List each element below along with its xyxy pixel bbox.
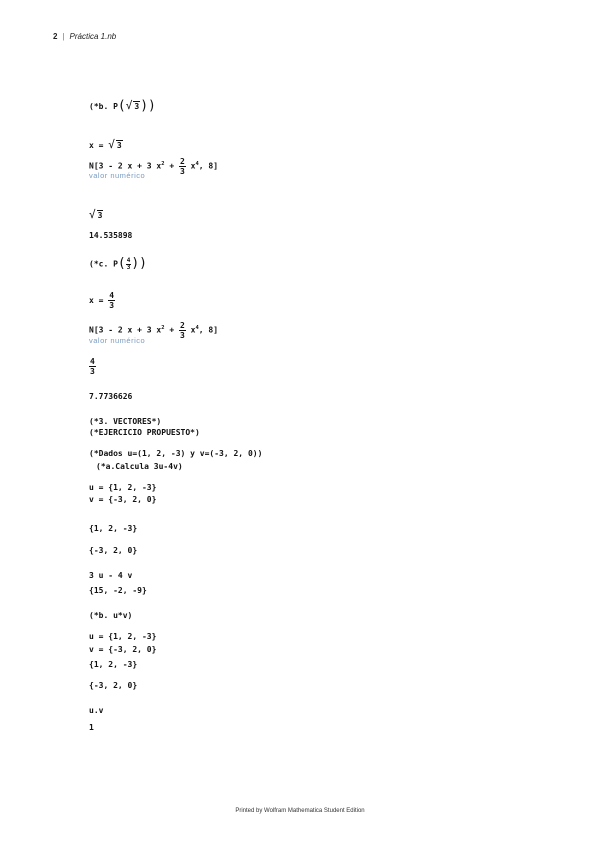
comment-vectores: (*3. VECTORES*): [89, 417, 162, 426]
comment-b-line: (*b. P(√ 3)): [89, 98, 156, 114]
u-definition-1: u = {1, 2, -3}: [89, 483, 157, 492]
expr-3u-4v: 3 u - 4 v: [89, 571, 133, 580]
u-definition-2: u = {1, 2, -3}: [89, 632, 157, 641]
comment-dados: (*Dados u=(1, 2, -3) y v=(-3, 2, 0)): [89, 449, 263, 458]
dot-product-expr: u.v: [89, 706, 104, 715]
n-expression-2: N[3 - 2 x + 3 $x^2$ + $\frac{2}{3}$ $x^4$, 8]: [89, 320, 219, 340]
v-output-1: {-3, 2, 0}: [89, 546, 138, 555]
out-sqrt-value: 3: [97, 211, 103, 220]
fraction-2-3: $\frac{2}{3}$: [180, 320, 185, 340]
n-expression-1: N[3 - 2 x + 3 $x^2$ + $\frac{2}{3}$ $x^4$, 8]: [89, 156, 219, 176]
fraction-4-3-output: $\frac{4}{3}$: [90, 357, 95, 376]
numeric-value-hint-1: valor numérico: [89, 171, 146, 180]
print-footer: Printed by Wolfram Mathematica Student Edition: [235, 808, 365, 814]
sqrt-icon: √: [108, 138, 115, 151]
out-sqrt-line: [89, 210, 103, 221]
comment-b-arg: 3: [134, 102, 140, 111]
out-frac-line: [89, 356, 96, 378]
output-numeric-2: 7.7736626: [89, 392, 133, 401]
header-separator: |: [62, 32, 65, 41]
fraction-4-3-small: $\frac{4}{3}$: [126, 256, 131, 271]
output-3u-4v: {15, -2, -9}: [89, 586, 147, 595]
fraction-2-3: $\frac{2}{3}$: [180, 156, 185, 176]
comment-b-prefix: (*b. P: [89, 102, 118, 111]
comment-calcula: (*a.Calcula 3u-4v): [96, 462, 183, 471]
v-definition-2: v = {-3, 2, 0}: [89, 645, 157, 654]
sqrt-icon: √: [89, 208, 96, 221]
comment-b-uv: (*b. u*v): [89, 611, 133, 620]
notebook-title: Práctica 1.nb: [69, 32, 117, 41]
u-output-1: {1, 2, -3}: [89, 524, 138, 533]
dot-product-output: 1: [89, 723, 94, 732]
sqrt-icon: √: [125, 99, 133, 112]
v-output-2: {-3, 2, 0}: [89, 681, 138, 690]
comment-ejercicio: (*EJERCICIO PROPUESTO*): [89, 428, 200, 437]
x-assign-frac-line: x = $\frac{4}{3}$: [89, 291, 115, 310]
page-header: [53, 32, 116, 41]
x-assign-sqrt-line: [89, 140, 123, 151]
u-output-2: {1, 2, -3}: [89, 660, 138, 669]
x-sqrt-value: 3: [116, 141, 122, 150]
v-definition-1: v = {-3, 2, 0}: [89, 495, 157, 504]
numeric-value-hint-2: valor numérico: [89, 336, 146, 345]
page-number: 2: [53, 32, 58, 41]
x-assign-label: x =: [89, 141, 109, 150]
fraction-4-3: $\frac{4}{3}$: [109, 291, 115, 310]
comment-c-line: (*c. P( $\frac{4}{3}$ )): [89, 256, 148, 271]
output-numeric-1: 14.535898: [89, 231, 133, 240]
